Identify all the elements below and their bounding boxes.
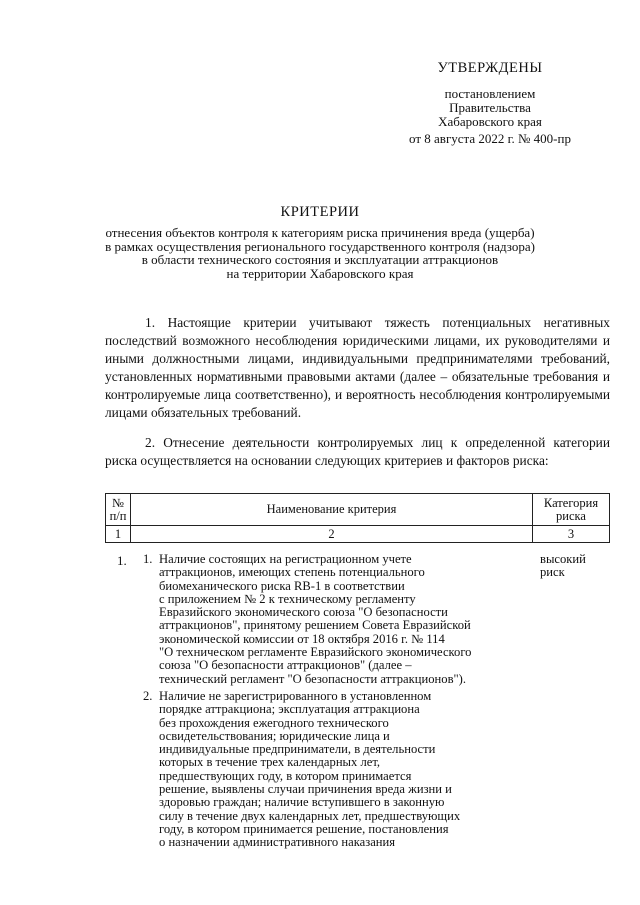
- criterion-line: о назначении административного наказания: [159, 835, 396, 850]
- header-number: № п/п: [106, 494, 131, 526]
- risk-category-value: высокий риск: [540, 552, 586, 580]
- paragraph-1-text: 1. Настоящие критерии учитывают тяжесть потенциальных негативных последствий возможного несоблюдения юридическими лицами, их руководителями и иными должностными лицами, индивидуальными предпринимателями требований, установленных нормативными правовыми актами (далее – обязательные требования и контролируемые лица соответственно), и вероятность несоблюдения контролируемыми лицами обязательных требований.: [105, 315, 610, 420]
- criterion-line: предшествующих году, в котором принимается: [159, 768, 412, 783]
- column-number: 2: [131, 526, 533, 543]
- criterion-line: порядке аттракциона; эксплуатация аттракциона: [159, 702, 420, 717]
- criterion-line: без прохождения ежегодного технического: [159, 715, 389, 730]
- criterion-line: с приложением № 2 к техническому регламенту: [159, 591, 416, 606]
- criterion-item-text: [159, 553, 529, 686]
- subtitle-line: в рамках осуществления регионального государственного контроля (надзора): [105, 238, 535, 254]
- criterion-line: индивидуальные предприниматели, в деятельности: [159, 742, 436, 757]
- criterion-line: году, в котором принимается решение, постановления: [159, 821, 449, 836]
- criterion-line: аттракционов", принятому решением Совета Евразийской: [159, 618, 471, 633]
- criterion-line: аттракционов, имеющих степень потенциального: [159, 565, 425, 580]
- table-header-row: [106, 494, 610, 526]
- criterion-line: Наличие состоящих на регистрационном учете: [159, 552, 412, 566]
- column-number: 3: [533, 526, 610, 543]
- criterion-line: силу в течение двух календарных лет, предшествующих: [159, 808, 461, 823]
- criterion-line: биомеханического риска RB-1 в соответствии: [159, 578, 405, 593]
- criterion-line: Наличие не зарегистрированного в установленном: [159, 689, 432, 703]
- document-subtitle: [100, 226, 540, 280]
- subtitle-line: отнесения объектов контроля к категориям риска причинения вреда (ущерба): [105, 225, 535, 240]
- subtitle-line: в области технического состояния и эксплуатации аттракционов: [141, 252, 499, 267]
- approval-line: Правительства: [449, 100, 531, 115]
- criterion-line: союза "О безопасности аттракционов" (далее –: [159, 658, 412, 673]
- approval-block: [380, 60, 600, 146]
- row-number: 1.: [117, 553, 127, 568]
- paragraph-2-text: 2. Отнесение деятельности контролируемых лиц к определенной категории риска осуществляется на основании следующих критериев и факторов риска:: [105, 435, 610, 468]
- table-column-numbers-row: [106, 526, 610, 543]
- paragraph-2: [105, 434, 610, 470]
- approval-line: постановлением: [444, 86, 536, 101]
- criterion-item-text: [159, 690, 529, 850]
- criterion-item-1: [143, 552, 472, 686]
- approval-heading: УТВЕРЖДЕНЫ: [437, 60, 543, 76]
- criterion-line: которых в течение трех календарных лет,: [159, 755, 381, 770]
- criterion-line: решение, выявлены случаи причинения вреда жизни и: [159, 782, 452, 797]
- approval-date: от 8 августа 2022 г. № 400-пр: [409, 131, 571, 146]
- header-criterion-name: Наименование критерия: [131, 494, 533, 526]
- paragraph-1: [105, 314, 610, 422]
- approval-line: Хабаровского края: [438, 114, 542, 129]
- criterion-line: освидетельствования; юридические лица и: [159, 728, 390, 743]
- criterion-item-number: 2.: [143, 689, 153, 703]
- criterion-item-number: 1.: [143, 552, 153, 566]
- header-risk-category: Категория риска: [533, 494, 610, 526]
- document-title: КРИТЕРИИ: [280, 204, 360, 220]
- criterion-line: экономической комиссии от 18 октября 2016 г. № 114: [159, 631, 445, 646]
- column-number: 1: [106, 526, 131, 543]
- criterion-line: Евразийского экономического союза "О безопасности: [159, 605, 448, 620]
- criterion-line: технический регламент "О безопасности аттракционов").: [159, 671, 467, 686]
- criterion-item-2: [143, 689, 461, 850]
- criterion-line: "О техническом регламенте Евразийского экономического: [159, 645, 472, 660]
- subtitle-line: на территории Хабаровского края: [226, 265, 414, 281]
- criterion-line: здоровью граждан; наличие вступившего в законную: [159, 795, 445, 810]
- criteria-table: [105, 493, 610, 543]
